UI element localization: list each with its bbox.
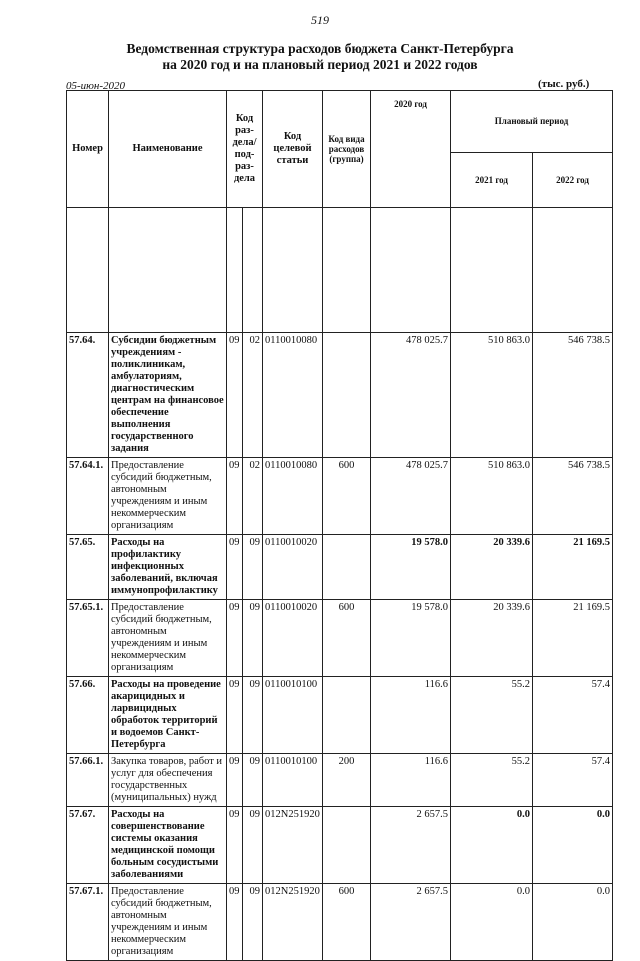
row-expense-type	[323, 535, 371, 600]
document-date: 05-июн-2020	[66, 80, 126, 92]
row-section: 09	[227, 535, 243, 600]
row-2022: 546 738.5	[533, 458, 613, 535]
row-target: 0110010020	[263, 535, 323, 600]
row-number: 57.66.1.	[67, 754, 109, 807]
row-subsection: 02	[243, 458, 263, 535]
row-2020: 19 578.0	[371, 535, 451, 600]
row-expense-type	[323, 677, 371, 754]
row-expense-type	[323, 333, 371, 458]
row-subsection: 09	[243, 807, 263, 884]
row-2021: 55.2	[451, 754, 533, 807]
row-section: 09	[227, 884, 243, 961]
row-2020: 478 025.7	[371, 458, 451, 535]
row-section: 09	[227, 600, 243, 677]
table-row	[67, 333, 613, 458]
header-year-2022: 2022 год	[533, 152, 613, 207]
row-2022: 0.0	[533, 884, 613, 961]
row-subsection: 09	[243, 884, 263, 961]
row-number: 57.65.1.	[67, 600, 109, 677]
table-row	[67, 535, 613, 600]
row-2021: 55.2	[451, 677, 533, 754]
table-row	[67, 677, 613, 754]
row-section: 09	[227, 754, 243, 807]
header-year-2020: 2020 год	[371, 91, 451, 208]
row-2022: 57.4	[533, 754, 613, 807]
table-row	[67, 754, 613, 807]
row-expense-type: 600	[323, 458, 371, 535]
header-section-code: Код раз-дела/ под-раз-дела	[227, 91, 263, 208]
document-title	[0, 41, 640, 73]
row-target: 0110010080	[263, 333, 323, 458]
row-name: Субсидии бюджетным учреждениям - поликлиникам, амбулаториям, диагностическим центрам на финансовое обеспечение выполнения государственного задания	[109, 333, 227, 458]
row-number: 57.64.1.	[67, 458, 109, 535]
row-2021: 0.0	[451, 807, 533, 884]
row-2020: 116.6	[371, 677, 451, 754]
row-section: 09	[227, 677, 243, 754]
page-number: 519	[311, 13, 329, 27]
row-2021: 0.0	[451, 884, 533, 961]
row-expense-type	[323, 807, 371, 884]
row-section: 09	[227, 807, 243, 884]
header-expense-type: Код вида расходов (группа)	[323, 91, 371, 208]
row-2020: 2 657.5	[371, 807, 451, 884]
table-row	[67, 600, 613, 677]
row-2020: 19 578.0	[371, 600, 451, 677]
row-subsection: 09	[243, 754, 263, 807]
header-year-2021: 2021 год	[451, 152, 533, 207]
row-subsection: 02	[243, 333, 263, 458]
title-line-2: на 2020 год и на плановый период 2021 и 2022 годов	[162, 57, 478, 72]
row-subsection: 09	[243, 600, 263, 677]
row-2022: 0.0	[533, 807, 613, 884]
row-number: 57.67.	[67, 807, 109, 884]
row-2020: 116.6	[371, 754, 451, 807]
row-section: 09	[227, 333, 243, 458]
row-number: 57.64.	[67, 333, 109, 458]
row-number: 57.66.	[67, 677, 109, 754]
header-number: Номер	[67, 91, 109, 208]
row-2022: 21 169.5	[533, 600, 613, 677]
header-row	[67, 91, 613, 153]
row-section: 09	[227, 458, 243, 535]
row-target: 012N251920	[263, 884, 323, 961]
row-number: 57.65.	[67, 535, 109, 600]
row-name: Предоставление субсидий бюджетным, автономным учреждениям и иным некоммерческим организациям	[109, 458, 227, 535]
row-target: 0110010020	[263, 600, 323, 677]
row-2022: 21 169.5	[533, 535, 613, 600]
row-target: 0110010100	[263, 754, 323, 807]
header-plan-period: Плановый период	[451, 91, 613, 153]
row-name: Расходы на совершенствование системы оказания медицинской помощи больным сосудистыми заболеваниями	[109, 807, 227, 884]
row-name: Предоставление субсидий бюджетным, автономным учреждениям и иным некоммерческим организациям	[109, 600, 227, 677]
row-subsection: 09	[243, 535, 263, 600]
units-label: (тыс. руб.)	[538, 78, 590, 90]
row-name: Расходы на профилактику инфекционных заболеваний, включая иммунопрофилактику	[109, 535, 227, 600]
title-line-1: Ведомственная структура расходов бюджета Санкт-Петербурга	[126, 41, 514, 56]
row-expense-type: 600	[323, 600, 371, 677]
table-row	[67, 884, 613, 961]
row-subsection: 09	[243, 677, 263, 754]
table-row	[67, 458, 613, 535]
spacer-row	[67, 208, 613, 333]
row-2021: 510 863.0	[451, 458, 533, 535]
header-target-code: Код целевой статьи	[263, 91, 323, 208]
row-2021: 510 863.0	[451, 333, 533, 458]
table-row	[67, 807, 613, 884]
header-name: Наименование	[109, 91, 227, 208]
row-name: Расходы на проведение акарицидных и ларвицидных обработок территорий и водоемов Санкт-Петербурга	[109, 677, 227, 754]
budget-table	[66, 90, 613, 961]
row-2021: 20 339.6	[451, 600, 533, 677]
row-2022: 57.4	[533, 677, 613, 754]
row-target: 0110010100	[263, 677, 323, 754]
row-name: Предоставление субсидий бюджетным, автономным учреждениям и иным некоммерческим организациям	[109, 884, 227, 961]
row-2021: 20 339.6	[451, 535, 533, 600]
row-number: 57.67.1.	[67, 884, 109, 961]
row-target: 012N251920	[263, 807, 323, 884]
row-expense-type: 600	[323, 884, 371, 961]
row-target: 0110010080	[263, 458, 323, 535]
row-expense-type: 200	[323, 754, 371, 807]
row-2022: 546 738.5	[533, 333, 613, 458]
row-name: Закупка товаров, работ и услуг для обеспечения государственных (муниципальных) нужд	[109, 754, 227, 807]
row-2020: 2 657.5	[371, 884, 451, 961]
row-2020: 478 025.7	[371, 333, 451, 458]
